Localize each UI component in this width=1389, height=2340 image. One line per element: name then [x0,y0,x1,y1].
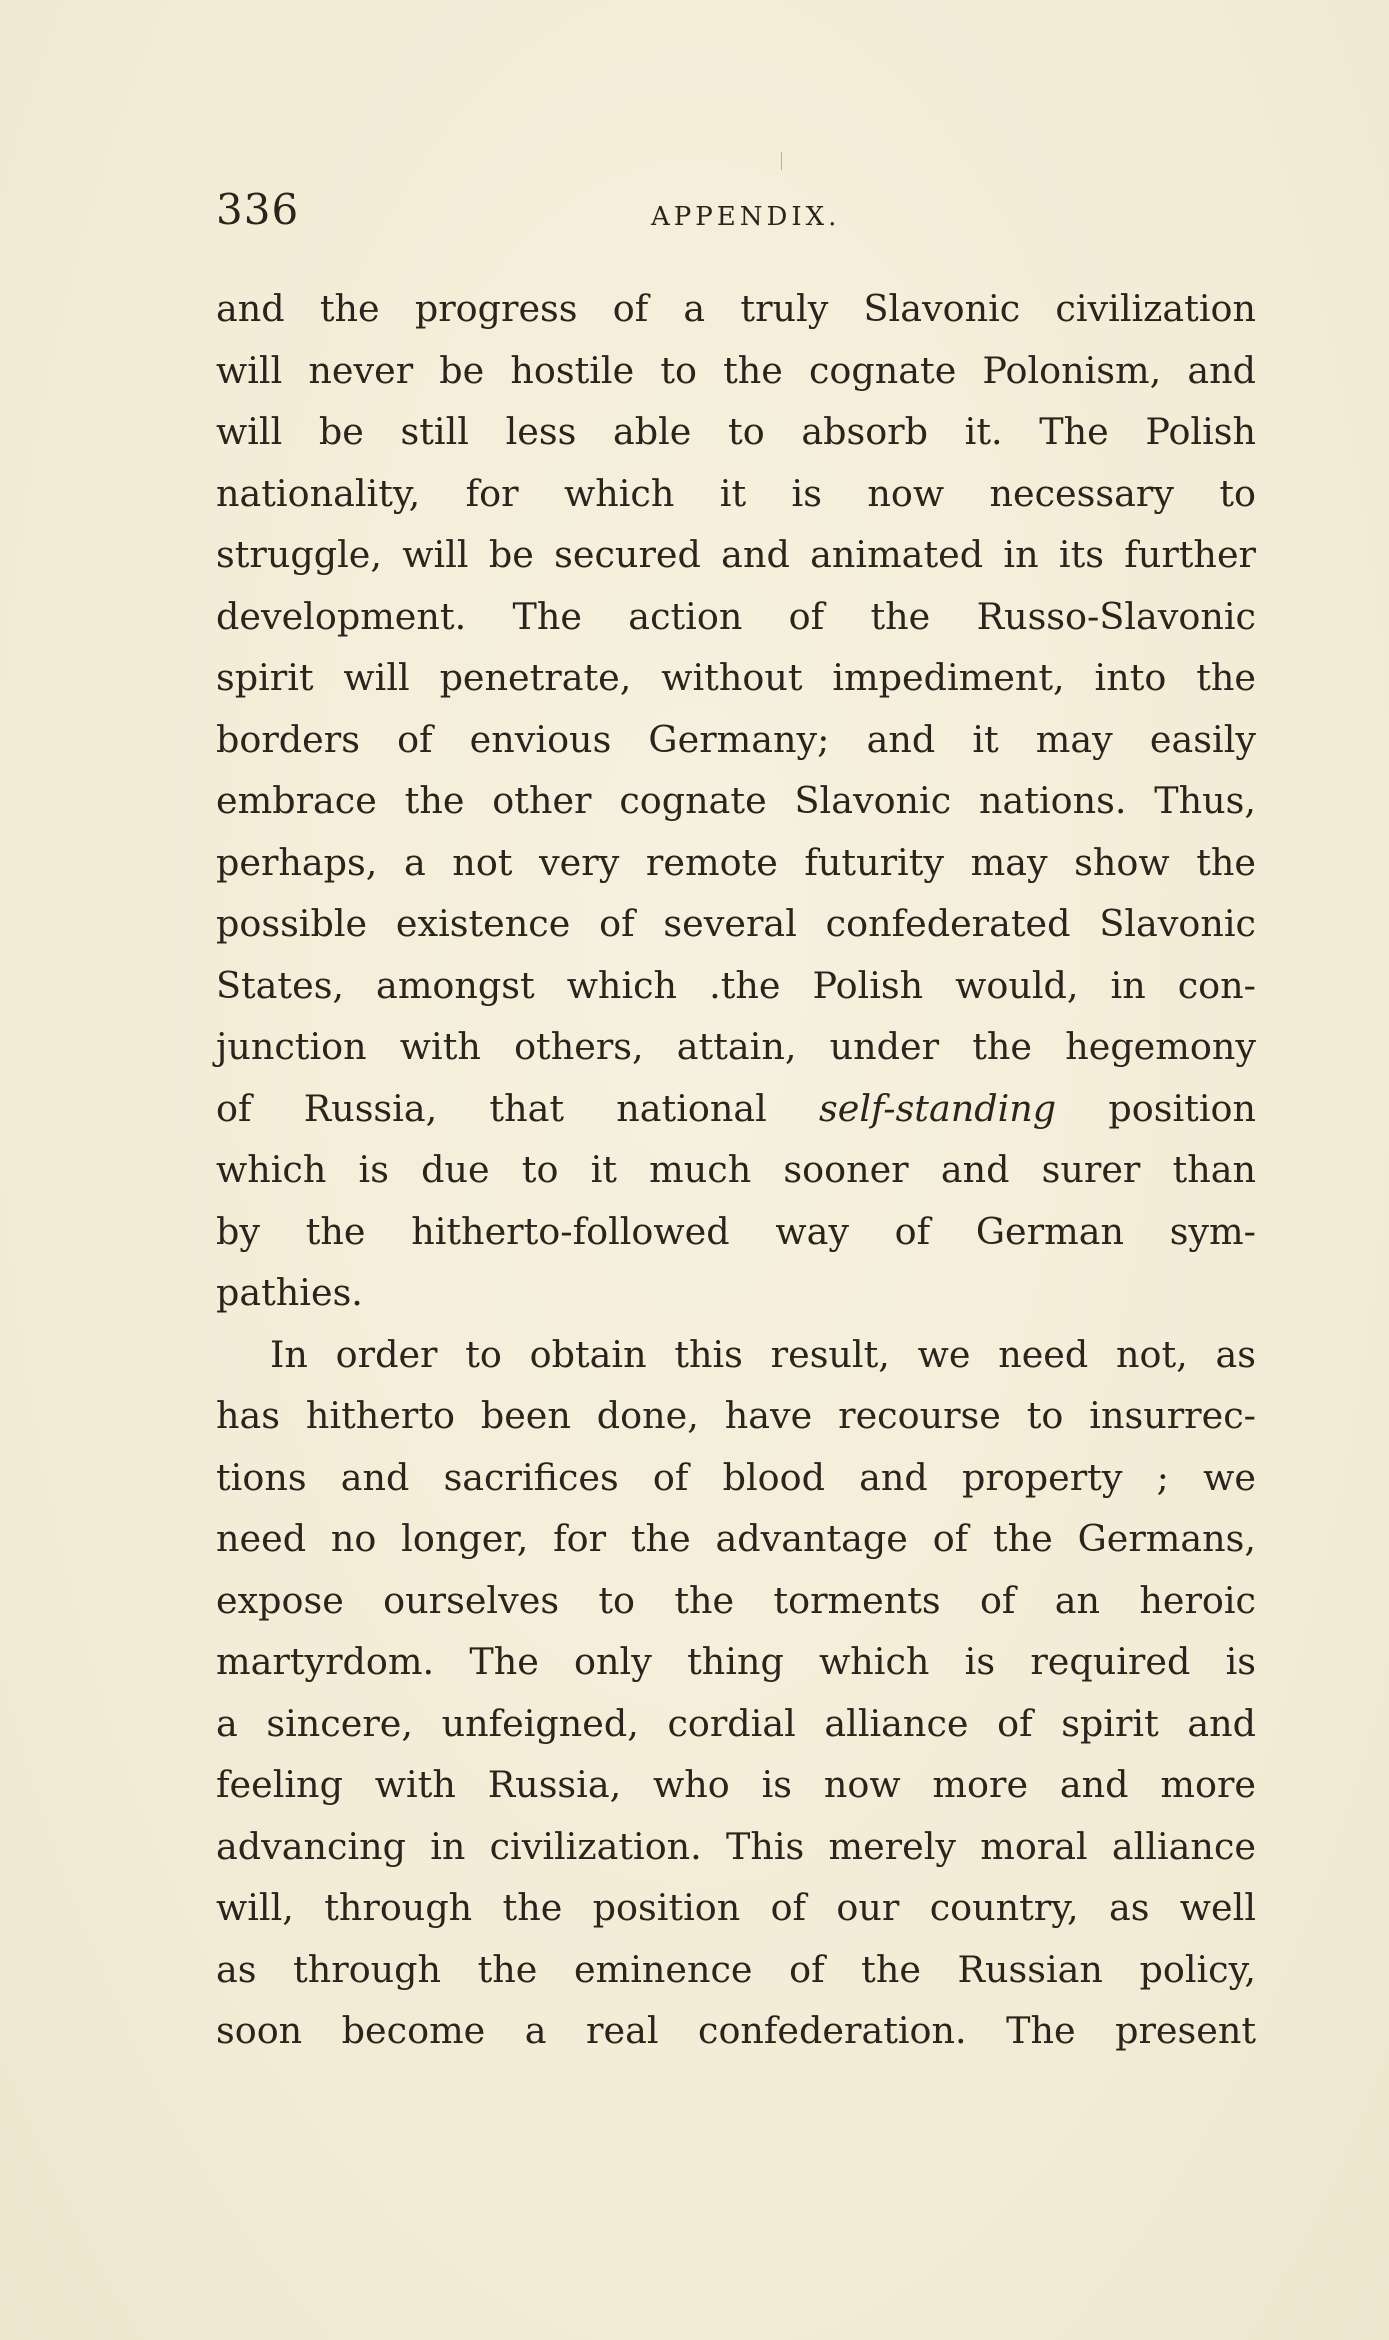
text-line: a sincere, unfeigned, cordial alliance of spirit and [216,1701,1256,1745]
text-line: has hitherto been done, have recourse to insurrec- [216,1394,1256,1437]
text-line: perhaps, a not very remote futurity may show the [216,840,1256,884]
text-line: and the progress of a truly Slavonic civilization [216,287,1256,330]
text-line: embrace the other cognate Slavonic nations. Thus, [216,779,1256,822]
text-line: borders of envious Germany; and it may easily [216,717,1256,761]
text-line: expose ourselves to the torments of an heroic [216,1578,1256,1622]
text-line: which is due to it much sooner and surer than [216,1148,1256,1191]
text-line: as through the eminence of the Russian policy, [216,1947,1256,1991]
text-line: spirit will penetrate, without impediment, into the [216,656,1256,699]
print-mark [781,152,782,170]
text-line: States, amongst which .the Polish would, in con- [216,963,1256,1007]
running-head: APPENDIX. [651,202,841,232]
page-number: 336 [216,185,300,234]
text-line: will be still less able to absorb it. The Polish [216,410,1256,453]
text-line: feeling with Russia, who is now more and more [216,1763,1256,1806]
text-line: junction with others, attain, under the hegemony [216,1025,1256,1068]
body-text [216,278,1256,2062]
text-line: tions and sacrifices of blood and property ; we [216,1455,1256,1499]
text-fragment: of Russia, that national [216,1086,767,1130]
text-line: nationality, for which it is now necessary to [216,471,1256,515]
text-line: need no longer, for the advantage of the Germans, [216,1517,1256,1560]
text-line: by the hitherto-followed way of German sym- [216,1209,1256,1253]
italic-phrase: self-standing [819,1086,1057,1130]
text-line: will, through the position of our country, as well [216,1886,1256,1929]
page-header [216,185,1256,245]
text-line: possible existence of several confederated Slavonic [216,902,1256,945]
text-line: will never be hostile to the cognate Polonism, and [216,348,1256,392]
text-line: development. The action of the Russo-Slavonic [216,594,1256,638]
text-line: pathies. [216,1271,363,1314]
text-line: struggle, will be secured and animated in its further [216,533,1256,576]
text-line: martyrdom. The only thing which is required is [216,1640,1256,1683]
text-line [216,1078,1256,1140]
paragraph-start-line: In order to obtain this result, we need not, as [270,1332,1256,1376]
text-line: soon become a real confederation. The present [216,2009,1256,2052]
text-fragment: position [1108,1086,1256,1130]
text-line: advancing in civilization. This merely moral alliance [216,1824,1256,1868]
